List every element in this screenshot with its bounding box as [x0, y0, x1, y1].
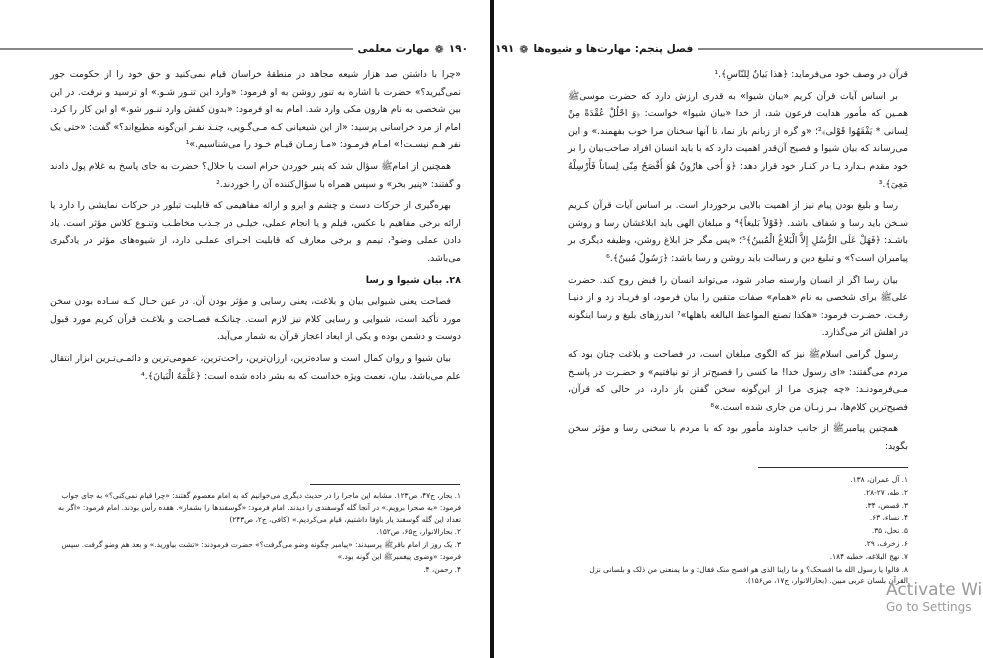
paragraph: همچنین پیامبرﷺ از جانب خداوند مأمور بود که با مردم با سخنی رسا و مؤثر سخن بگوید: [568, 423, 908, 452]
paragraph: «چرا با داشتن صد هزار شیعه مجاهد در منطقهٔ خراسان قیام نمی‌کنید و حق خود را از حکومت جور نمی‌گیرید؟» حضرت با اشاره به تنور روشن به او فرمود: «وارد این تنـور شـو.» او ترسید و نرفت. در این بین شخصی به نام هارون مکی وارد شد. امام به او فرمود: «بدون کفش وارد تنـور شو.» او این کار را کرد. امام از مرد خراسانی پرسید: «از این شیعیانی کـه مـی‌گـویی، چنـد نفـر این‌گونه مطیع‌اند؟» گفت: «حتی یک نفر هـم نیسـت!» امـام فرمـود: «مـا زمـان قیـام خـود را می‌شناسیم.»¹ [50, 69, 461, 151]
paragraph: بهره‌گیری از حرکات دست و چشم و ابرو و ارائه مفاهیمی که قابلیت تبلور در حرکات نمایشی را دارد یا ارائه برخی مفاهیم با عکس، فیلم و یا انجام عملی، خیلـی در جـذب مخاطـب وتنـوع کلاس مؤثر است. یاد دادن عملی وضو³، تیمم و برخی معارف که قابلیت اجـرای عملـی دارد، از شیوه‌های مؤثر در یادگیری می‌باشد. [50, 200, 461, 264]
footnote: ۸. قالوا یا رسول الله ما افصحک؟ و ما راینا الذی هو افصح منک فقال: و ما یمنعنی من ذلک و بلسانی نزل القرآن بلسان عربی مبین. (بحارالانوار، ج۱۷، ص۱۵۶). [589, 564, 908, 586]
watermark-line-1: Activate Wi [886, 580, 983, 600]
footnote: ۴. نساء، ۶۳. [869, 513, 908, 523]
right-page-header [495, 41, 983, 57]
paragraph: بر اساس آیات قرآن کریم «بیان شیوا» به قدری ارزش دارد که حضرت موسیﷺ همـین که مأمور هدایت فرعون شد، از خدا «بیان شیوا» خواست: ﴿وَ احْلُلْ عُقْدَةً مِنْ لِسانی * یَفْقَهُوا قَوْلی﴾²؛ «و گره از زبانم باز نما، تا آنها سخنان مرا خوب بفهمند.» و این می‌رساند که بیان شیوا و فصیح آن‌قدر اهمیت دارد که با باید انسان افراد صاحب‌بیان را بر خود مقدم بـدارد یـا در کنـار خود قرار دهد: ﴿وَ أَخی هارُونُ هُوَ أَفْصَحُ مِنّی لِساناً فَأَرْسِلْهُ مَعِیَ﴾.³ [568, 90, 909, 190]
footnote: ۲. طه، ۲۷-۲۸. [863, 487, 908, 497]
header-rule [0, 48, 353, 50]
footnote: ۱. بحار، ج۴۷، ص۱۲۳. مشابه این ماجرا را در حدیث دیگری می‌خوانیم که به امام معصوم گفتند: «چرا قیام نمی‌کنی؟» به جای جواب فرمود: «به صحرا برویم.» در آنجا گله گوسفندی را دیدند. امام فرمود: «گوسفندها را بشمار». هفده رأس بودند. امام فرمود: «اگر به تعداد این گله گوسفند یار باوفا داشتیم، قیام می‌کردیم.» (کافی، ج۲، ص۲۴۳) [58, 491, 461, 524]
footnote: ۲. بحارالانوار، ج۶۵، ص۱۵۲. [376, 527, 461, 537]
book-spine [490, 0, 494, 658]
footnote: ۳. قصص، ۳۴. [865, 500, 908, 510]
left-body-text [50, 66, 461, 389]
activate-windows-watermark [886, 580, 982, 614]
section-title: ۲۸. بیان شیوا و رسا [365, 274, 461, 286]
footnote: ۱. آل عمران، ۱۳۸. [850, 475, 908, 484]
paragraph: قرآن در وصف خود می‌فرماید: ﴿هذا بَیانٌ لِلنّاسِ﴾.¹ [714, 69, 908, 80]
left-footnotes [50, 490, 461, 577]
paragraph: فصاحت یعنی شیوایی بیان و بلاغت، یعنی رسایی و مؤثر بودن آن. در عین حـال کـه سـاده بودن سخن مورد تأکید است، شیوایی و رسایی کلام نیز لازم است. چنانکـه فصـاحت و بلاغـت قرآن کریم مورد قبول دوست و دشمن بوده و یکی از ابعاد اعجاز قرآن به شمار می‌آید. [50, 296, 461, 343]
right-page-number: ۱۹۱ [495, 43, 515, 55]
footnote: ۵. نحل، ۳۵. [871, 526, 908, 536]
flower-ornament-icon: ❁ [519, 42, 529, 56]
watermark-line-2: Go to Settings [886, 600, 972, 614]
footnote: ۷. نهج البلاغه، خطبه ۱۸۴. [829, 551, 908, 561]
left-page [0, 0, 490, 658]
paragraph: بیان شیوا و روان کمال است و ساده‌ترین، ارزان‌ترین، راحت‌ترین، عمومی‌ترین و دائمـی‌تـرین ابزار انتقال علم می‌باشد. بیان، نعمت ویژه خداست که به بشر داده شده است: ﴿عَلَّمَهُ الْبَیانَ﴾.⁴ [50, 352, 461, 382]
left-page-header [0, 41, 468, 57]
right-footnotes [568, 474, 908, 588]
left-page-number: ۱۹۰ [448, 43, 468, 55]
paragraph: بیان رسا اگر از انسان وارسته صادر شود، می‌تواند انسان را قبض روح کند. حضرت علیﷺ برای شخصی به نام «همام» صفات متقین را بیان فرمود، او فریـاد زد و از دنیـا رفـت. حضـرت فرمود: «هکذا تصنع المواعظ البالغه باهلها»⁷ اندرزهای بلیغ و رسا اینگونه در اهلش اثر می‌گذارد. [568, 274, 908, 339]
footnote: ۶. زخرف، ۲۹. [864, 538, 908, 548]
right-body-text [568, 66, 908, 459]
footnote-divider [758, 467, 908, 468]
footnote-divider [310, 484, 460, 485]
paragraph: همچنین از امامﷺ سؤال شد که پنیر خوردن حرام است یا حلال؟ حضرت به جای پاسخ به غلام پول دادند و گفتند: «پنیر بخر» و سپس همراه با سؤال‌کننده آن را خوردند.² [50, 160, 461, 190]
paragraph: رسا و بلیغ بودن پیام نیز از اهمیت بالایی برخوردار است. بر اساس آیات قرآن کـریم سـخن باید رسا و شفاف باشد. ﴿قَوْلاً بَلیغاً﴾⁴ و مبلغان الهی باید ابلاغشان رسا و روشن باشـد: ﴿فَهَلْ عَلَى الرُّسُلِ إِلاَّ الْبَلاغُ الْمُبینُ﴾⁵؛ «پس مگر جز ابلاغ روشن، وظیفه دیگری بر پیامبران است؟» و تبلیغ دین و رسالت باید روشن و رسا باشد: ﴿رَسُولٌ مُبینٌ﴾.⁶ [568, 200, 908, 264]
footnote: ۴. رحمن، ۴. [423, 564, 461, 574]
right-running-title: فصل پنجم: مهارت‌ها و شیوه‌ها [533, 43, 694, 55]
header-rule [698, 48, 983, 50]
paragraph: رسول گرامی اسلامﷺ نیز که الگوی مبلغان است، در فصاحت و بلاغت چنان بود که مردم می‌گفتند: «ای رسول خدا! ما کسی را فصیح‌تر از تو نیافتیم» و حضـرت در پاسـخ مـی‌فرمودنـد: «چه چیزی مرا از این‌گونه سخن گفتن باز دارد، در حالی که قرآن، فصیح‌ترین کلام‌ها، بـر زبـان من جاری شده است.»⁸ [568, 348, 908, 413]
flower-ornament-icon: ❁ [434, 42, 444, 56]
right-page [495, 0, 983, 658]
footnote: ۳. یک روز از امام باقرﷺ پرسیدند: «پیامبر چگونه وضو می‌گرفت؟» حضرت فرمودند: «تشت بیاورید.» و بعد هم وضو گرفت. سپس فرمود: «وضوی پیغمبرﷺ این گونه بود.» [61, 540, 461, 561]
left-running-title: مهارت معلمی [357, 43, 430, 55]
